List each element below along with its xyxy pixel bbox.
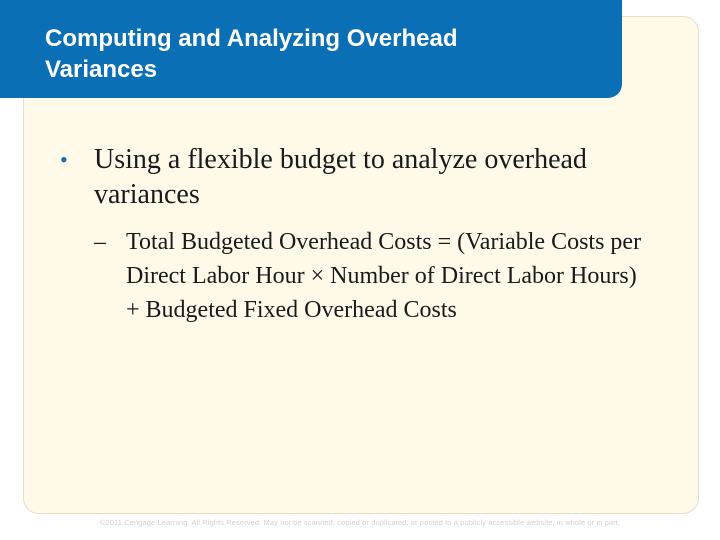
slide-title: Computing and Analyzing Overhead Variances: [45, 25, 458, 83]
sub-bullet-text: Total Budgeted Overhead Costs = (Variable Costs per Direct Labor Hour × Number of Direct Labor Hours) + Budgeted Fixed Overhead Costs: [126, 229, 642, 323]
bullet-icon: •: [60, 147, 68, 172]
title-bar: [0, 0, 622, 98]
bullet-text: Using a flexible budget to analyze overhead variances: [94, 144, 587, 210]
dash-icon: –: [94, 229, 106, 255]
slide-body: [60, 142, 680, 327]
sub-bullet-item: [94, 225, 646, 327]
copyright-footer: ©2011 Cengage Learning. All Rights Reserved. May not be scanned, copied or duplicated, or posted to a publicly accessible website, in whole or in part.: [99, 518, 621, 527]
bullet-item: [60, 142, 680, 212]
